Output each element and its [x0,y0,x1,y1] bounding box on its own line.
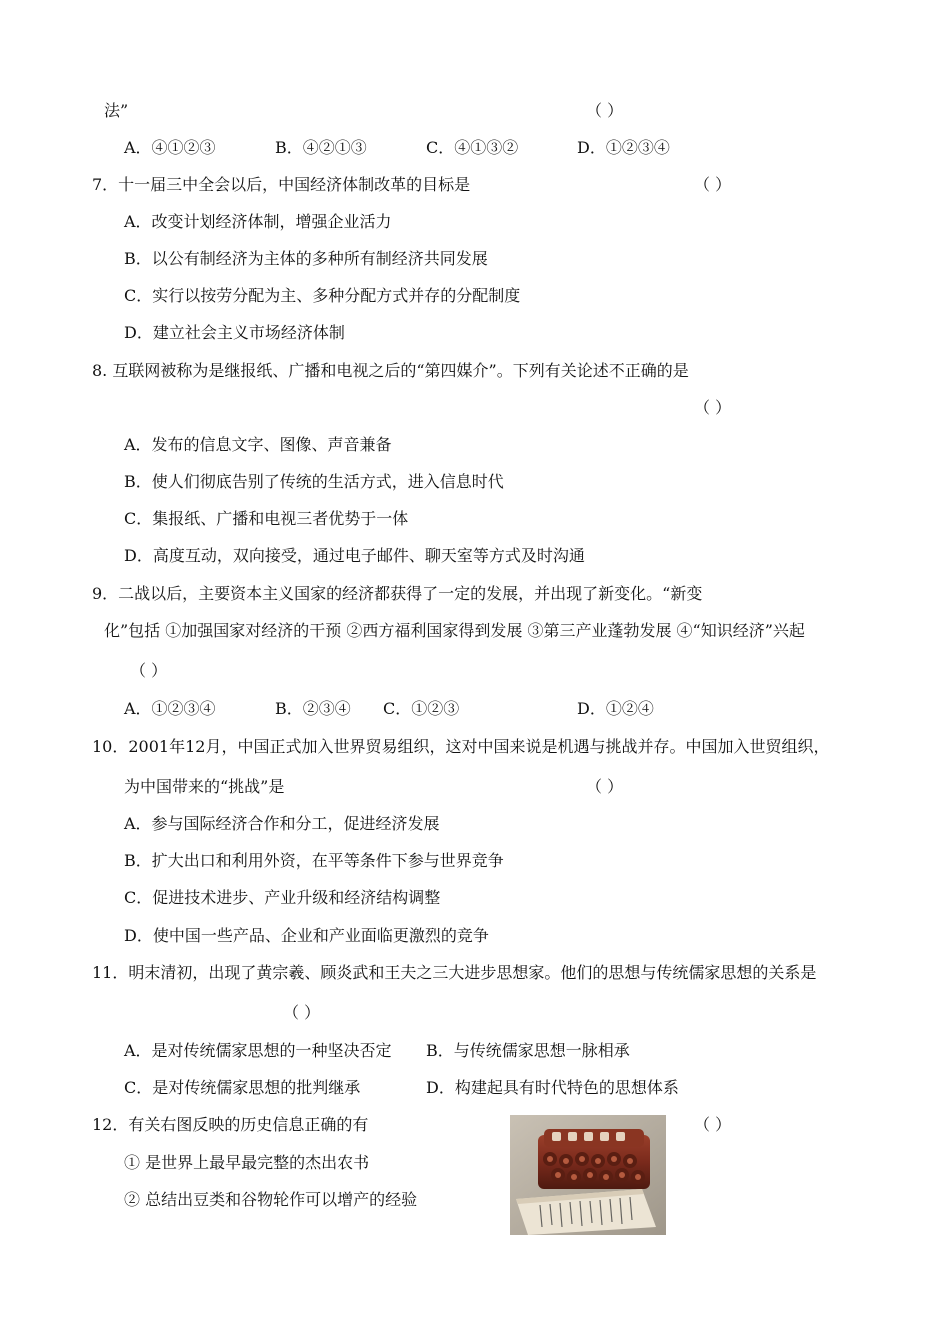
q10-option-c[interactable]: C．促进技术进步、产业升级和经济结构调整 [124,888,441,907]
q8-option-c[interactable]: C．集报纸、广播和电视三者优势于一体 [124,509,409,528]
q8-option-b[interactable]: B．使人们彻底告别了传统的生活方式，进入信息时代 [124,472,504,491]
q11-option-a[interactable]: A．是对传统儒家思想的一种坚决否定 [124,1041,392,1060]
q6-option-c[interactable]: C．④①③② [426,138,519,157]
q6-option-b[interactable]: B．④②①③ [275,138,367,157]
q12-item-2: ② 总结出豆类和谷物轮作可以增产的经验 [124,1190,418,1209]
bamboo-scroll-photo [510,1115,666,1235]
q7-option-a[interactable]: A．改变计划经济体制，增强企业活力 [124,212,392,231]
q10-option-a[interactable]: A．参与国际经济合作和分工，促进经济发展 [124,814,440,833]
q9-option-c[interactable]: C．①②③ [383,699,460,718]
q6-stem-continuation: 法” [104,101,129,120]
q10-option-b[interactable]: B．扩大出口和利用外资，在平等条件下参与世界竞争 [124,851,504,870]
q11-option-d[interactable]: D．构建起具有时代特色的思想体系 [426,1078,679,1097]
q7-stem: 7．十一届三中全会以后，中国经济体制改革的目标是 [92,175,471,194]
q6-option-a[interactable]: A．④①②③ [124,138,216,157]
q10-stem-line1: 10．2001年12月，中国正式加入世界贸易组织，这对中国来说是机遇与挑战并存。中国加入世贸组织， [92,737,830,756]
q10-option-d[interactable]: D．使中国一些产品、企业和产业面临更激烈的竞争 [124,926,489,945]
q7-option-d[interactable]: D．建立社会主义市场经济体制 [124,323,345,342]
q8-stem: 8. 互联网被称为是继报纸、广播和电视之后的“第四媒介”。下列有关论述不正确的是 [92,361,689,380]
q6-answer-bracket: （ ） [586,101,624,120]
q12-stem: 12．有关右图反映的历史信息正确的有 [92,1115,369,1134]
q10-stem-line2: 为中国带来的“挑战”是 [124,777,285,796]
bamboo-scroll-illustration [510,1115,666,1235]
q11-option-b[interactable]: B．与传统儒家思想一脉相承 [426,1041,630,1060]
q9-option-a[interactable]: A．①②③④ [124,699,216,718]
q9-option-d[interactable]: D．①②④ [577,699,654,718]
q11-answer-bracket: （ ） [283,1003,321,1022]
q8-option-a[interactable]: A．发布的信息文字、图像、声音兼备 [124,435,392,454]
q8-answer-bracket: （ ） [694,398,732,417]
q9-option-b[interactable]: B．②③④ [275,699,351,718]
q7-answer-bracket: （ ） [694,175,732,194]
q9-answer-bracket: （ ） [130,661,168,680]
q9-stem-line2: 化”包括 ①加强国家对经济的干预 ②西方福利国家得到发展 ③第三产业蓬勃发展 ④“知识经济”兴起 [104,621,805,640]
q9-stem-line1: 9．二战以后，主要资本主义国家的经济都获得了一定的发展，并出现了新变化。“新变 [92,584,703,603]
q12-item-1: ① 是世界上最早最完整的杰出农书 [124,1153,370,1172]
q7-option-c[interactable]: C．实行以按劳分配为主、多种分配方式并存的分配制度 [124,286,521,305]
q11-option-c[interactable]: C．是对传统儒家思想的批判继承 [124,1078,361,1097]
q11-stem: 11．明末清初，出现了黄宗羲、顾炎武和王夫之三大进步思想家。他们的思想与传统儒家思想的关系是 [92,963,817,982]
q7-option-b[interactable]: B．以公有制经济为主体的多种所有制经济共同发展 [124,249,488,268]
q6-option-d[interactable]: D．①②③④ [577,138,670,157]
q8-option-d[interactable]: D．高度互动，双向接受，通过电子邮件、聊天室等方式及时沟通 [124,546,585,565]
q10-answer-bracket: （ ） [586,777,624,796]
q12-answer-bracket: （ ） [694,1115,732,1134]
